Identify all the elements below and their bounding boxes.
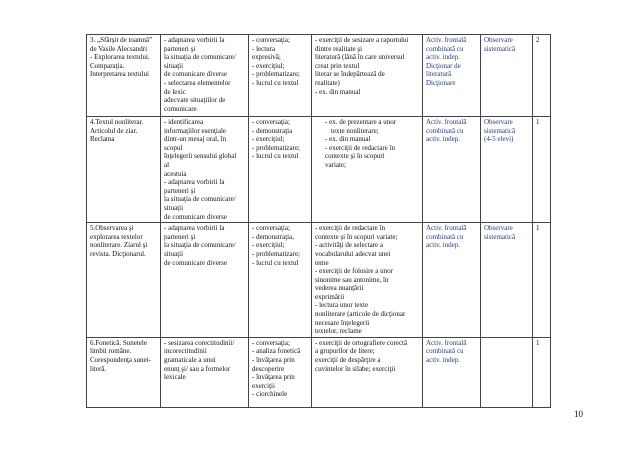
cell-line: literatură (lână în care universul xyxy=(315,53,405,62)
cell-line: - ex. din manual xyxy=(315,87,361,96)
cell-line: texte nonliterare; xyxy=(331,126,379,135)
cell-line: - selectarea elementelor xyxy=(164,78,231,87)
cell-line: Dicţionare xyxy=(426,78,456,87)
cell-line: descoperire xyxy=(252,364,285,373)
cell-line: Activ. frontală xyxy=(426,36,467,44)
hours-value: 1 xyxy=(536,338,540,347)
cell-line: combinată cu xyxy=(426,44,464,53)
hours-cell xyxy=(533,117,551,223)
cell-line: - ex. de prezentare a unor xyxy=(325,118,397,126)
cell-line: 5.Observarea şi xyxy=(90,224,134,233)
cell-line: sistematică xyxy=(484,232,516,241)
hours-cell xyxy=(533,223,551,338)
cell-line: de comunicare diverse xyxy=(164,258,227,267)
cell-line: - exerciţii de folosire a unor xyxy=(315,267,393,276)
cell-line: de Vasile Alecsandri xyxy=(90,44,148,53)
cell-line: nonliterare (articole de dicţionar xyxy=(315,310,406,319)
organization-cell xyxy=(423,35,481,117)
cell-line: exerciţii de despărţire a xyxy=(315,356,381,365)
cell-line: Interpretarea textului xyxy=(90,70,149,79)
methods-cell xyxy=(249,35,312,117)
cell-line: parteneri şi xyxy=(164,232,196,241)
cell-line: Activ. frontală xyxy=(426,118,467,126)
cell-line: Dicţionar de xyxy=(426,61,461,70)
table-row xyxy=(87,223,551,338)
cell-line: Activ. frontală xyxy=(426,224,467,233)
cell-line: sinonime sau antonime, în xyxy=(315,275,389,284)
cell-line: - conversaţia; xyxy=(252,338,290,347)
content-cell xyxy=(87,117,161,223)
cell-line: textelor, reclame xyxy=(315,327,362,336)
cell-line: - învăţarea prin xyxy=(252,356,295,365)
content-cell xyxy=(87,337,161,407)
resources-cell xyxy=(312,223,423,338)
methods-cell xyxy=(249,337,312,407)
cell-line: de comunicare diverse xyxy=(164,70,227,79)
cell-line: - conversaţia; xyxy=(252,224,290,233)
cell-line: exprimării xyxy=(315,292,345,301)
cell-line: - conversaţia; xyxy=(252,36,290,44)
cell-line: - activităţi de selectare a xyxy=(315,241,384,250)
cell-line: activ. indep. xyxy=(426,135,460,144)
cell-line: - exerciţii de redactare în xyxy=(315,224,385,233)
evaluation-cell xyxy=(481,35,533,117)
cell-line: Articolul de ziar. xyxy=(90,126,138,135)
content-cell xyxy=(87,35,161,117)
cell-line: cuvintelor în silabe; exerciţii xyxy=(315,364,396,373)
cell-line: sistematică xyxy=(484,126,516,135)
cell-line: - problematizare; xyxy=(252,143,301,152)
cell-line: teme xyxy=(315,258,329,267)
cell-line: (4-5 elevi) xyxy=(484,135,514,144)
cell-line: 6.Fonetică. Sunetele xyxy=(90,338,147,347)
cell-line: - lectura unor texte xyxy=(315,301,369,310)
organization-cell xyxy=(423,223,481,338)
cell-line: literă. xyxy=(90,364,107,373)
cell-line: de lexic xyxy=(164,87,186,96)
cell-line: - lucrul cu textul xyxy=(252,258,299,267)
cell-line: necesare înţelegerii xyxy=(315,318,370,327)
cell-line: Comparaţia. xyxy=(90,61,125,70)
cell-line: - adaptarea vorbirii la xyxy=(164,178,225,187)
cell-line: activ. indep. xyxy=(426,241,460,250)
table-body xyxy=(87,35,551,408)
cell-line: explorarea textelor xyxy=(90,232,143,241)
methods-cell xyxy=(249,223,312,338)
cell-line: 3. „Sfârşit de toamnă” xyxy=(90,36,153,44)
cell-line: informaţiilor esenţiale xyxy=(164,126,227,135)
activities-cell xyxy=(161,223,249,338)
cell-line: creat prin textul xyxy=(315,61,360,70)
organization-cell xyxy=(423,337,481,407)
activities-cell xyxy=(161,337,249,407)
cell-line: - exerciţiul; xyxy=(252,241,285,250)
cell-line: Observare xyxy=(484,224,513,233)
cell-line: incorectitudinii xyxy=(164,347,207,356)
cell-line: expresivă; xyxy=(252,53,281,62)
methods-cell xyxy=(249,117,312,223)
cell-line: Activ. frontală xyxy=(426,338,467,347)
resources-cell xyxy=(312,337,423,407)
cell-line: combinată cu xyxy=(426,347,464,356)
hours-cell xyxy=(533,35,551,117)
cell-line: adecvate situaţiilor de xyxy=(164,96,226,105)
cell-line: - problematizare; xyxy=(252,70,301,79)
cell-line: al xyxy=(164,160,170,169)
cell-line: sistematică xyxy=(484,44,516,53)
cell-line: comunicare xyxy=(164,104,197,113)
cell-line: revista. Dicţionarul. xyxy=(90,249,146,258)
activities-cell xyxy=(161,35,249,117)
cell-line: - demonstraţia xyxy=(252,126,293,135)
cell-line: 4.Textul nonliterar. xyxy=(90,118,144,126)
cell-line: contexte şi în scopuri xyxy=(325,152,385,161)
hours-value: 2 xyxy=(536,36,540,44)
cell-line: a grupurilor de litere; xyxy=(315,347,375,356)
page-number: 10 xyxy=(574,409,583,419)
cell-line: - exerciţii de redactare în xyxy=(325,143,395,152)
activities-cell xyxy=(161,117,249,223)
cell-line: - sesizarea corectitudinii/ xyxy=(164,338,235,347)
cell-line: literatură xyxy=(426,70,452,79)
cell-line: acestuia xyxy=(164,169,187,178)
cell-line: dintr-un mesaj oral, în xyxy=(164,135,227,144)
cell-line: - conversaţia; xyxy=(252,118,290,126)
cell-line: combinată cu xyxy=(426,232,464,241)
cell-line: combinată cu xyxy=(426,126,464,135)
cell-line: - ciorchinele xyxy=(252,390,288,399)
evaluation-cell xyxy=(481,223,533,338)
cell-line: la situaţia de comunicare/ xyxy=(164,195,236,204)
cell-line: - exerciţii de sesizare a raportului xyxy=(315,36,409,44)
resources-cell xyxy=(312,117,423,223)
cell-line: parteneri şi xyxy=(164,186,196,195)
cell-line: Reclama xyxy=(90,135,115,144)
table-row xyxy=(87,337,551,407)
cell-line: Observare xyxy=(484,118,513,126)
cell-line: Observare xyxy=(484,36,513,44)
cell-line: literar se îndepărtează de xyxy=(315,70,385,79)
cell-line: lexicale xyxy=(164,373,186,382)
cell-line: situaţii xyxy=(164,203,184,212)
cell-line: - ex. din manual xyxy=(325,135,371,144)
cell-line: la situaţia de comunicare/ xyxy=(164,53,236,62)
cell-line: la situaţia de comunicare/ xyxy=(164,241,236,250)
cell-line: de comunicare diverse xyxy=(164,212,227,221)
cell-line: enunţ şi/ sau a formelor xyxy=(164,364,231,373)
cell-line: - exerciţiul; xyxy=(252,135,285,144)
cell-line: contexte şi în scopuri variate; xyxy=(315,232,398,241)
cell-line: - adaptarea vorbirii la xyxy=(164,36,225,44)
cell-line: realitate) xyxy=(315,78,340,87)
cell-line: situaţii xyxy=(164,249,184,258)
cell-line: parteneri şi xyxy=(164,44,196,53)
cell-line: - adaptarea vorbirii la xyxy=(164,224,225,233)
cell-line: - lucrul cu textul xyxy=(252,152,299,161)
cell-line: - lectura xyxy=(252,44,276,53)
table-row xyxy=(87,35,551,117)
cell-line: - demonstraţia, xyxy=(252,232,294,241)
cell-line: situaţii xyxy=(164,61,184,70)
cell-line: înţelegerii sensului global xyxy=(164,152,237,161)
cell-line: nonliterare. Ziarul şi xyxy=(90,241,148,250)
content-cell xyxy=(87,223,161,338)
cell-line: - problematizare; xyxy=(252,249,301,258)
organization-cell xyxy=(423,117,481,223)
cell-line: - învăţarea prin xyxy=(252,373,295,382)
hours-value: 1 xyxy=(536,118,540,126)
cell-line: dintre realitate şi xyxy=(315,44,363,53)
cell-line: gramaticale a unui xyxy=(164,356,216,365)
cell-line: activ. indep. xyxy=(426,356,460,365)
hours-value: 1 xyxy=(536,224,540,233)
evaluation-cell xyxy=(481,337,533,407)
cell-line: exerciţii xyxy=(252,381,275,390)
cell-line: limbii române. xyxy=(90,347,132,356)
cell-line: activ. indep. xyxy=(426,53,460,62)
evaluation-cell xyxy=(481,117,533,223)
cell-line: - lucrul cu textul xyxy=(252,78,299,87)
cell-line: Corespondenţa sunet- xyxy=(90,356,151,365)
cell-line: vocabularului adecvat unei xyxy=(315,249,391,258)
cell-line: - identificarea xyxy=(164,118,204,126)
cell-line: vederea nuanţării xyxy=(315,284,364,293)
table-row xyxy=(87,117,551,223)
hours-cell xyxy=(533,337,551,407)
cell-line: - analiza fonetică xyxy=(252,347,301,356)
cell-line: - exerciţiul; xyxy=(252,61,285,70)
lesson-plan-table xyxy=(86,34,551,408)
resources-cell xyxy=(312,35,423,117)
cell-line: - exerciţii de ortografiere corectă xyxy=(315,338,408,347)
cell-line: scopul xyxy=(164,143,183,152)
cell-line: - Explorarea textului. xyxy=(90,53,150,62)
cell-line: variate; xyxy=(325,160,346,169)
